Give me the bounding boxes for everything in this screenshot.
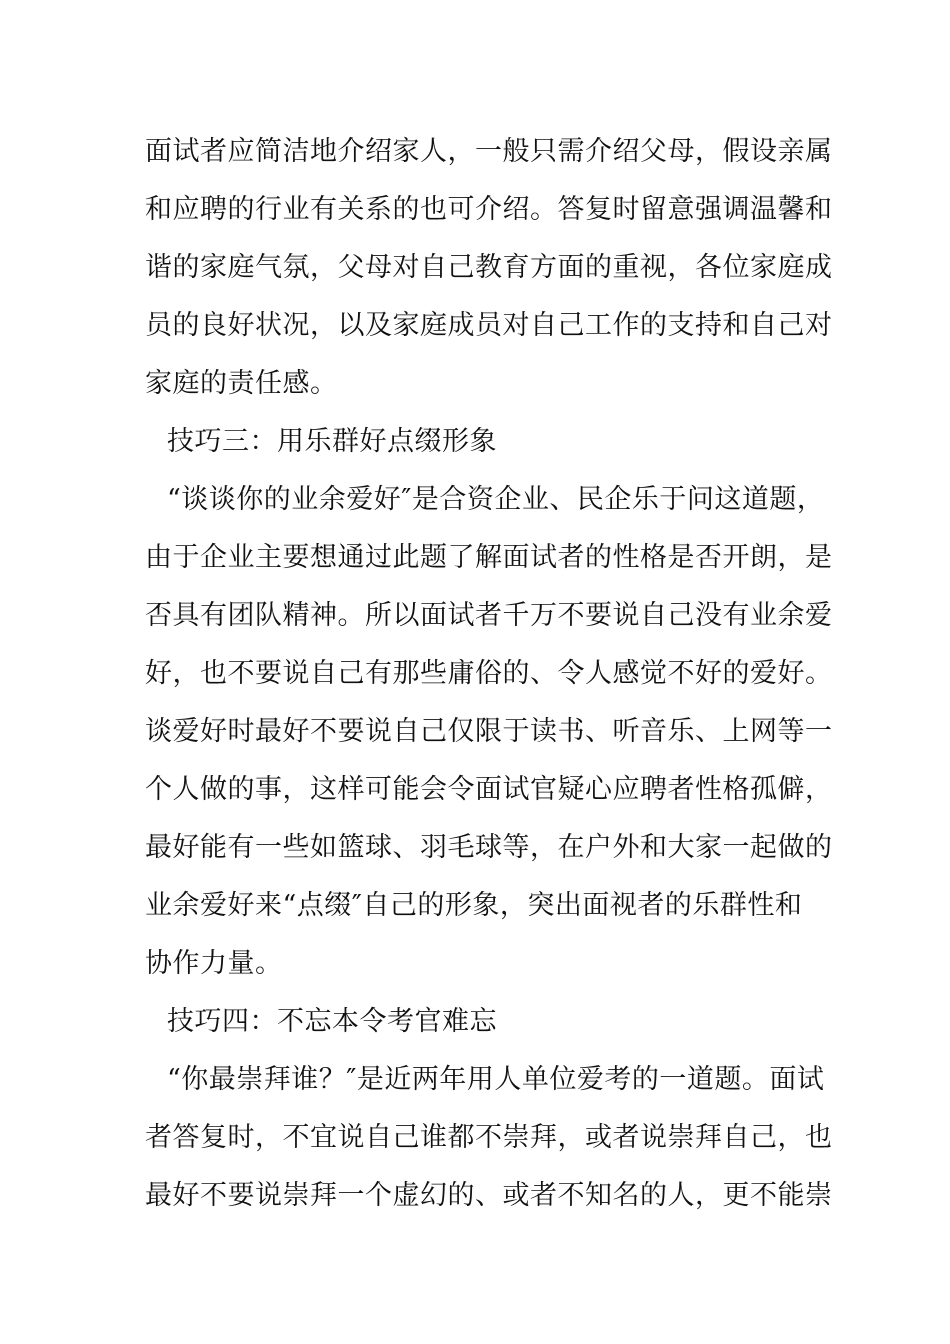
text-line: “谈谈你的业余爱好″是合资企业、民企乐于问这道题，: [167, 484, 825, 515]
text-line: 由于企业主要想通过此题了解面试者的性格是否开朗，是: [145, 542, 833, 573]
text-line: 好，也不要说自己有那些庸俗的、令人感觉不好的爱好。: [145, 658, 833, 689]
section-heading: 技巧三：用乐群好点缀形象: [167, 426, 497, 457]
text-line: 最好能有一些如篮球、羽毛球等，在户外和大家一起做的: [145, 832, 833, 863]
text-line: 和应聘的行业有关系的也可介绍。答复时留意强调温馨和: [145, 194, 833, 225]
text-line: 最好不要说崇拜一个虚幻的、或者不知名的人，更不能崇: [145, 1180, 833, 1211]
text-line: 员的良好状况，以及家庭成员对自己工作的支持和自己对: [145, 310, 833, 341]
text-line: 家庭的责任感。: [145, 368, 338, 399]
section-heading: 技巧四：不忘本令考官难忘: [167, 1006, 497, 1037]
text-line: 面试者应简洁地介绍家人，一般只需介绍父母，假设亲属: [145, 136, 833, 167]
text-line: 谐的家庭气氛，父母对自己教育方面的重视，各位家庭成: [145, 252, 833, 283]
text-line: 否具有团队精神。所以面试者千万不要说自己没有业余爱: [145, 600, 833, 631]
text-line: 者答复时，不宜说自己谁都不崇拜，或者说崇拜自己，也: [145, 1122, 833, 1153]
text-line: 谈爱好时最好不要说自己仅限于读书、听音乐、上网等一: [145, 716, 833, 747]
text-line: 协作力量。: [145, 948, 283, 979]
text-line: 业余爱好来“点缀″自己的形象，突出面视者的乐群性和: [145, 890, 803, 921]
text-line: 个人做的事，这样可能会令面试官疑心应聘者性格孤僻，: [145, 774, 833, 805]
text-line: “你最崇拜谁？″是近两年用人单位爱考的一道题。面试: [167, 1064, 825, 1095]
